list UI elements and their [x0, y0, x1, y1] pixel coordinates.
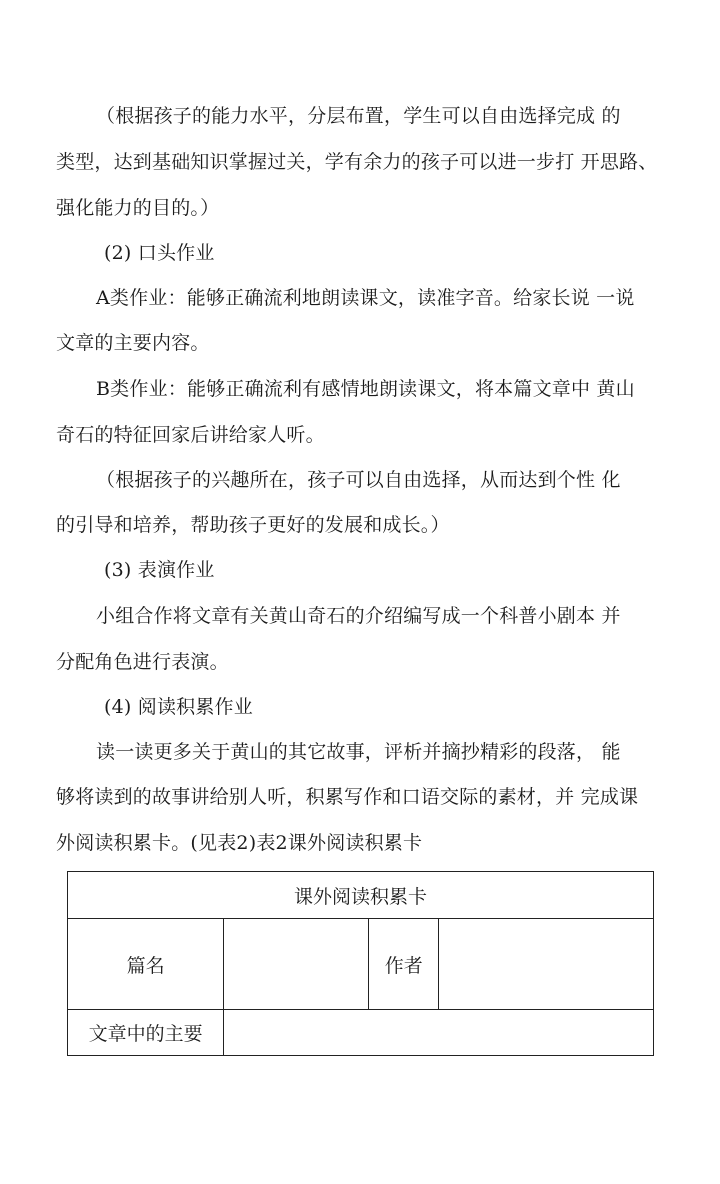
paragraph-line: （根据孩子的能力水平，分层布置，学生可以自由选择完成 的: [96, 105, 621, 127]
paragraph-line: 类型，达到基础知识掌握过关，学有余力的孩子可以进一步打 开思路、: [56, 151, 658, 173]
paragraph-line: 读一读更多关于黄山的其它故事，评析并摘抄精彩的段落， 能: [96, 741, 621, 763]
main-content-value-cell: [224, 1010, 654, 1056]
reading-card-table: [67, 871, 654, 1056]
title-value-cell: [224, 919, 369, 1010]
table-title: 课外阅读积累卡: [68, 872, 654, 919]
section-heading: (3) 表演作业: [104, 559, 215, 581]
author-label-cell: 作者: [369, 919, 439, 1010]
paragraph-line: （根据孩子的兴趣所在，孩子可以自由选择，从而达到个性 化: [96, 469, 621, 491]
paragraph-line: 外阅读积累卡。(见表2)表2课外阅读积累卡: [56, 832, 423, 854]
paragraph-line: A类作业：能够正确流利地朗读课文，读准字音。给家长说 一说: [96, 287, 635, 309]
paragraph-line: 的引导和培养，帮助孩子更好的发展和成长。）: [56, 514, 450, 536]
table-row: [68, 1010, 654, 1056]
paragraph-line: 强化能力的目的。）: [56, 197, 220, 219]
author-value-cell: [439, 919, 654, 1010]
section-heading: (4) 阅读积累作业: [104, 696, 253, 718]
table-row: [68, 872, 654, 919]
paragraph-line: B类作业：能够正确流利有感情地朗读课文，将本篇文章中 黄山: [96, 378, 635, 400]
section-heading: (2) 口头作业: [104, 242, 215, 264]
table-row: [68, 919, 654, 1010]
paragraph-line: 奇石的特征回家后讲给家人听。: [56, 424, 325, 446]
paragraph-line: 文章的主要内容。: [56, 332, 210, 354]
paragraph-line: 小组合作将文章有关黄山奇石的介绍编写成一个科普小剧本 并: [96, 605, 621, 627]
paragraph-line: 分配角色进行表演。: [56, 651, 229, 673]
main-content-label-cell: 文章中的主要: [68, 1010, 224, 1056]
title-label-cell: 篇名: [68, 919, 224, 1010]
paragraph-line: 够将读到的故事讲给别人听，积累写作和口语交际的素材，并 完成课: [56, 786, 639, 808]
